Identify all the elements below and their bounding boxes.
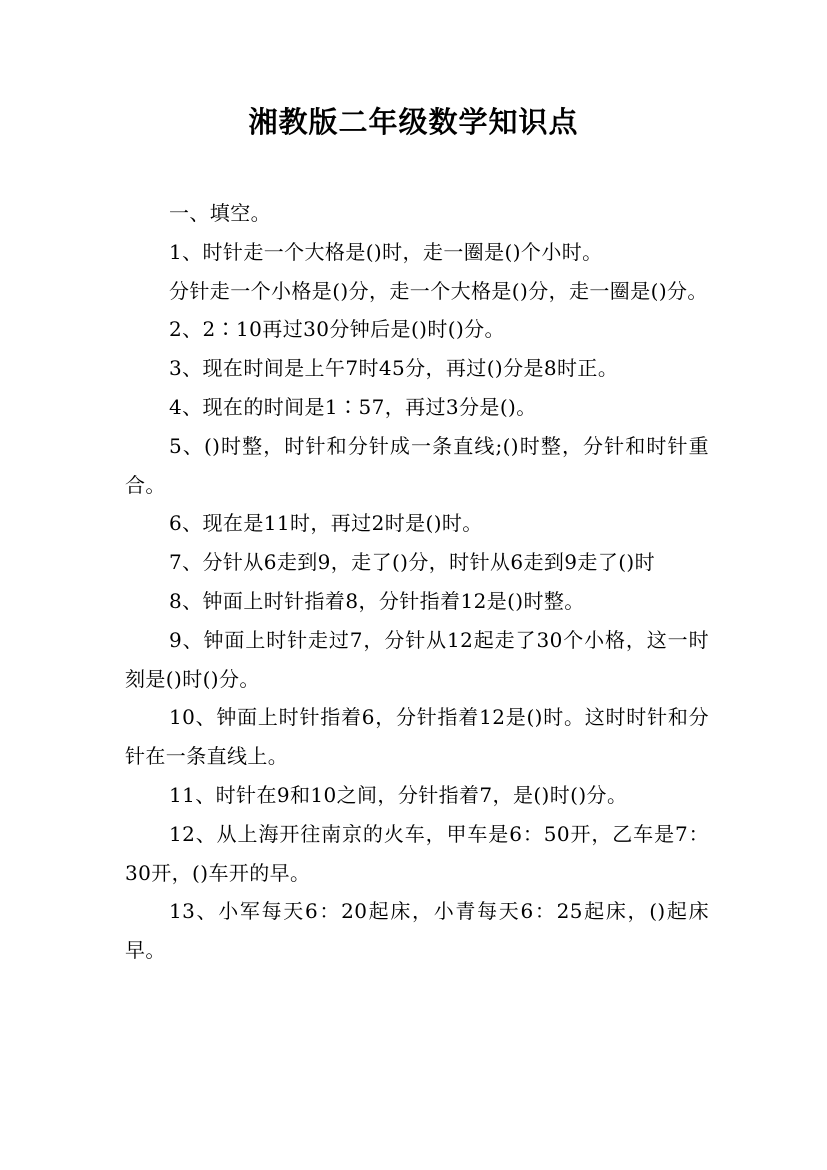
question-10: 10、钟面上时针指着6，分针指着12是()时。这时时针和分针在一条直线上。 [125,705,709,769]
question-4: 4、现在的时间是1∶57，再过3分是()。 [169,394,537,419]
question-2: 2、2∶10再过30分钟后是()时()分。 [169,317,505,342]
question-5: 5、()时整，时针和分针成一条直线;()时整，分针和时针重合。 [125,433,709,497]
question-8: 8、钟面上时针指着8，分针指着12是()时整。 [169,588,585,613]
question-3: 3、现在时间是上午7时45分，再过()分是8时正。 [169,356,619,381]
question-1-continued: 分针走一个小格是()分，走一个大格是()分，走一圈是()分。 [169,278,708,303]
section-heading: 一、填空。 [169,201,271,225]
document-title: 湘教版二年级数学知识点 [248,105,579,139]
document-body [125,194,709,970]
question-12: 12、从上海开往南京的火车，甲车是6：50开，乙车是7：30开，()车开的早。 [125,821,709,885]
question-11: 11、时针在9和10之间，分针指着7，是()时()分。 [169,782,628,807]
question-9: 9、钟面上时针走过7，分针从12起走了30个小格，这一时刻是()时()分。 [125,627,709,691]
question-6: 6、现在是11时，再过2时是()时。 [169,511,483,536]
question-7: 7、分针从6走到9，走了()分，时针从6走到9走了()时 [169,550,656,575]
question-13: 13、小军每天6：20起床，小青每天6：25起床，()起床早。 [125,899,709,963]
question-1: 1、时针走一个大格是()时，走一圈是()个小时。 [169,239,603,264]
